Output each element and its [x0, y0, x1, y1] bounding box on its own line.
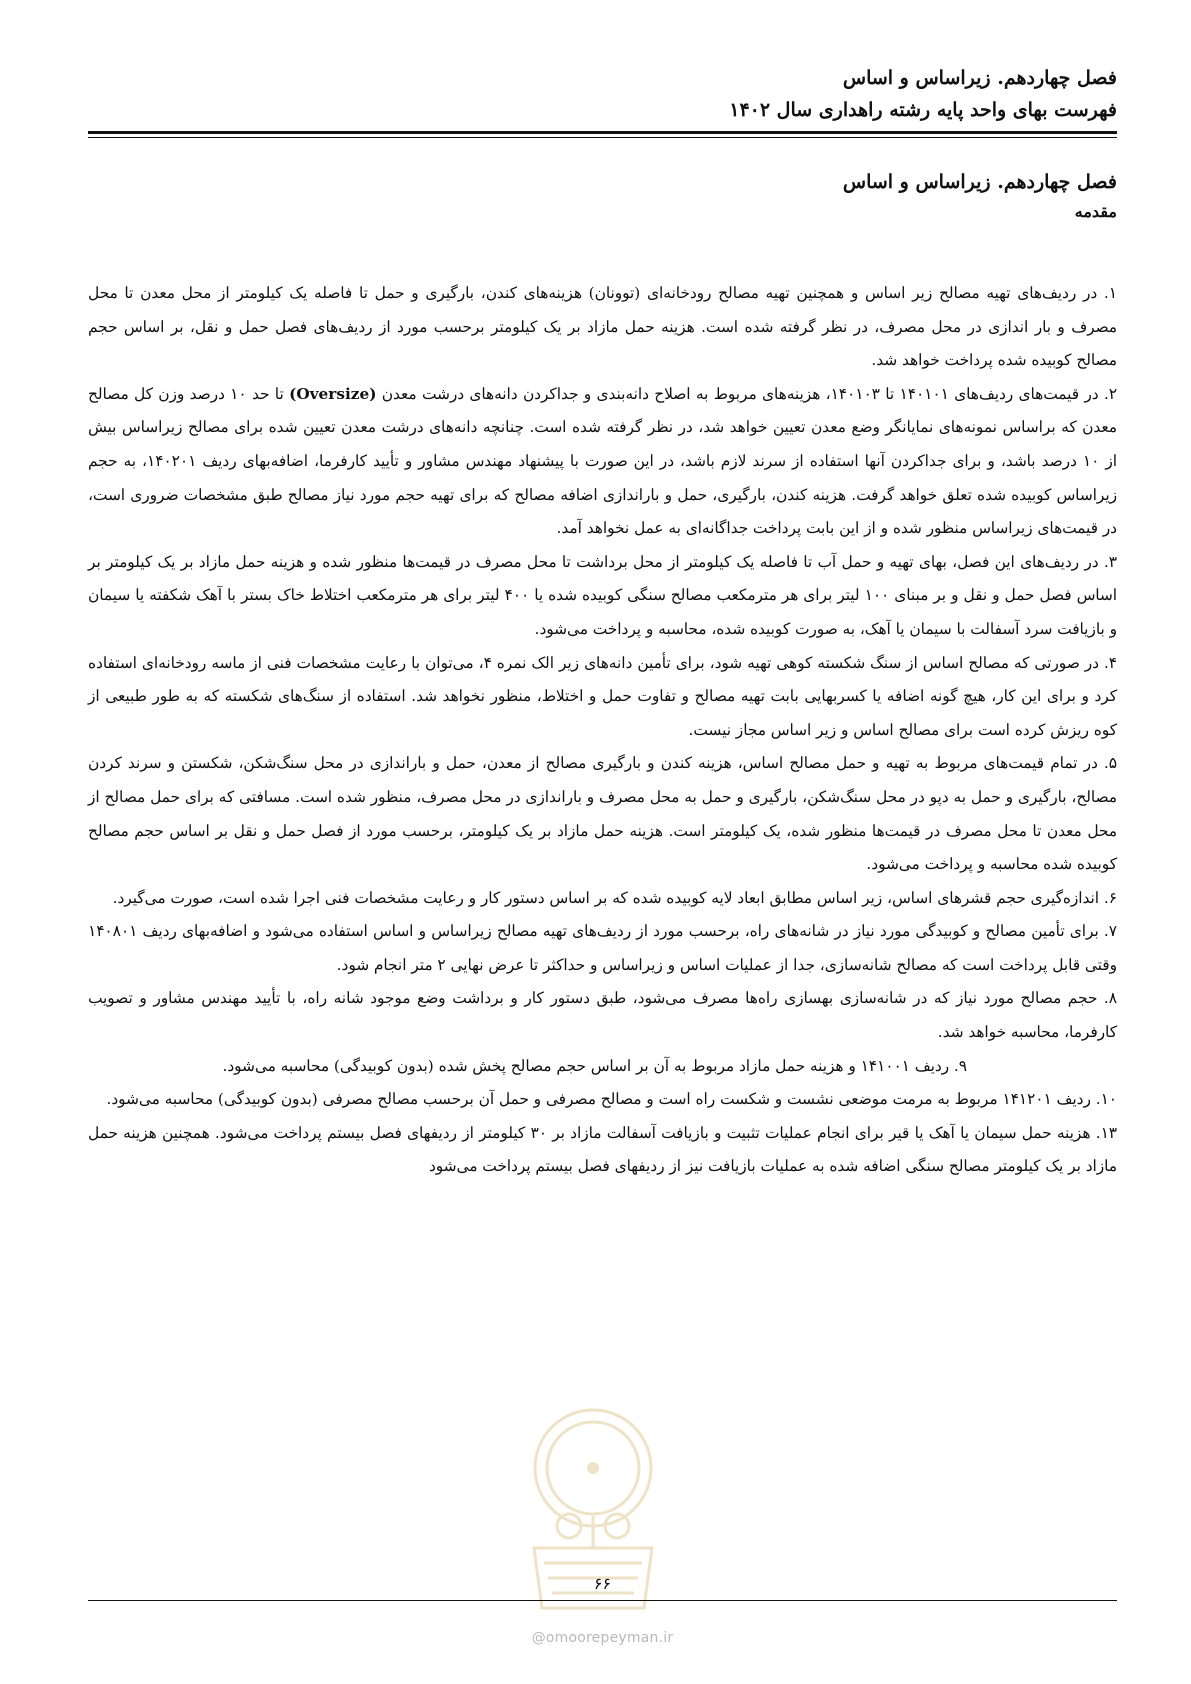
paragraph-2 — [88, 378, 1117, 546]
page-number: ۶۶ — [593, 1574, 612, 1593]
running-header — [88, 62, 1117, 126]
paragraph-7: ۷. برای تأمین مصالح و کوبیدگی مورد نیاز در شانه‌های راه، برحسب مورد از ردیف‌های تهیه مصالح زیراساس و اساس استفاده می‌شود و اضافه‌بهای ردیف ۱۴۰۸۰۱ وقتی قابل پرداخت است که مصالح شانه‌سازی، جدا از عملیات اساس و زیراساس و حداکثر تا عرض نهایی ۲ متر انجام شود. — [88, 922, 1117, 974]
footer-rule — [88, 1600, 1117, 1601]
paragraph-13: ۱۳. هزینه حمل سیمان یا آهک یا قیر برای انجام عملیات تثبیت و بازیافت آسفالت مازاد بر ۳۰ کیلومتر از ردیفهای فصل بیستم پرداخت می‌شود. همچنین هزینه حمل مازاد بر یک کیلومتر مصالح سنگی اضافه شده به عملیات بازیافت نیز از ردیفهای فصل بیستم پرداخت می‌شود — [88, 1123, 1117, 1176]
header-chapter-line: فصل چهاردهم. زیراساس و اساس — [842, 67, 1117, 89]
paragraph-2-text-before: ۲. در قیمت‌های ردیف‌های ۱۴۰۱۰۱ تا ۱۴۰۱۰۳، هزینه‌های مربوط به اصلاح دانه‌بندی و جداکردن دانه‌های درشت معدن — [376, 384, 1117, 403]
paragraph-1: ۱. در ردیف‌های تهیه مصالح زیر اساس و همچنین تهیه مصالح رودخانه‌ای (توونان) هزینه‌های کندن، بارگیری و حمل تا فاصله یک کیلومتر از محل معدن تا محل مصرف و بار اندازی در محل مصرف، در نظر گرفته شده است. هزینه حمل مازاد بر یک کیلومتر برحسب مورد از ردیف‌های فصل حمل و نقل، بر اساس حجم مصالح کوبیده شده پرداخت خواهد شد. — [88, 284, 1117, 370]
paragraph-10: ۱۰. ردیف ۱۴۱۲۰۱ مربوط به مرمت موضعی نشست و شکست راه است و مصالح مصرفی و حمل آن برحسب مصالح مصرفی (بدون کوبیدگی) محاسبه می‌شود. — [106, 1090, 1117, 1109]
paragraph-3: ۳. در ردیف‌های این فصل، بهای تهیه و حمل آب تا فاصله یک کیلومتر از محل برداشت تا محل مصرف در قیمت‌ها منظور شده و هزینه حمل مازاد بر یک کیلومتر بر اساس فصل حمل و نقل و بر مبنای ۱۰۰ لیتر برای هر مترمکعب مصالح سنگی کوبیده شده یا ۴۰۰ لیتر برای هر مترمکعب اختلاط خاک بستر با آهک شکفته یا سیمان و بازیافت سرد آسفالت با سیمان یا آهک، به صورت کوبیده شده، محاسبه و پرداخت می‌شود. — [88, 552, 1117, 638]
oversize-term: (Oversize) — [289, 384, 377, 403]
section-heading-intro: مقدمه — [1074, 202, 1117, 221]
watermark-handle: @omoorepeyman.ir — [531, 1630, 674, 1646]
document-page — [88, 0, 1117, 1684]
body-text — [88, 277, 1117, 1184]
paragraph-6: ۶. اندازه‌گیری حجم قشرهای اساس، زیر اساس مطابق ابعاد لایه کوبیده شده که بر اساس دستور کار و رعایت مشخصات فنی اجرا شده است، صورت می‌گیرد. — [112, 888, 1117, 907]
chapter-title: فصل چهاردهم. زیراساس و اساس — [842, 171, 1117, 193]
header-rule-thin — [88, 137, 1117, 138]
paragraph-2-text-after: تا حد ۱۰ درصد وزن کل مصالح معدن که براساس نمونه‌های نمایانگر وضع معدن تعیین خواهد شد، در نظر گرفته شده است. چنانچه دانه‌های درشت معدن تعیین شده برای مصالح زیراساس بیش از ۱۰ درصد باشد، و برای جداکردن آنها استفاده از سرند لازم باشد، در این صورت با پیشنهاد مهندس مشاور و تأیید کارفرما، اضافه‌بهای ردیف ۱۴۰۲۰۱، به حجم زیراساس کوبیده شده تعلق خواهد گرفت. هزینه کندن، بارگیری، حمل و باراندازی اضافه مصالح که برای تهیه حجم مورد نیاز مصالح طبق مشخصات ضروری است، در قیمت‌های زیراساس منظور شده و از این بابت پرداخت جداگانه‌ای به عمل نخواهد آمد. — [88, 384, 1117, 538]
header-rule-thick — [88, 131, 1117, 134]
paragraph-8: ۸. حجم مصالح مورد نیاز که در شانه‌سازی بهسازی راه‌ها مصرف می‌شود، طبق دستور کار و برداشت وضع موجود شانه راه، با تأیید مهندس مشاور و تصویب کارفرما، محاسبه خواهد شد. — [88, 989, 1117, 1042]
paragraph-4: ۴. در صورتی که مصالح اساس از سنگ شکسته کوهی تهیه شود، برای تأمین دانه‌های زیر الک نمره ۴، می‌توان با رعایت مشخصات فنی از ماسه رودخانه‌ای استفاده کرد و برای این کار، هیچ گونه اضافه یا کسربهایی بابت تهیه مصالح و تفاوت حمل و اختلاط، منظور نخواهد شد. استفاده از سنگ‌های شکسته که به طور طبیعی از کوه ریزش کرده است برای مصالح اساس و زیر اساس مجاز نیست. — [88, 653, 1117, 739]
paragraph-5: ۵. در تمام قیمت‌های مربوط به تهیه و حمل مصالح اساس، هزینه کندن و بارگیری مصالح از معدن، حمل و باراندازی در محل سنگ‌شکن، شکستن و سرند کردن مصالح، بارگیری و حمل به دپو در محل سنگ‌شکن، بارگیری و حمل به محل مصرف و باراندازی در محل مصرف، منظور شده است. مسافتی که برای حمل مصالح از محل معدن تا محل مصرف در قیمت‌ها منظور شده، یک کیلومتر است. هزینه حمل مازاد بر یک کیلومتر، برحسب مورد از فصل حمل و نقل بر اساس حجم مصالح کوبیده شده محاسبه و پرداخت می‌شود. — [88, 754, 1117, 874]
header-catalog-line: فهرست بهای واحد پایه رشته راهداری سال ۱۴۰۲ — [729, 99, 1117, 121]
paragraph-9: ۹. ردیف ۱۴۱۰۰۱ و هزینه حمل مازاد مربوط به آن بر اساس حجم مصالح پخش شده (بدون کوبیدگی) محاسبه می‌شود. — [222, 1056, 967, 1075]
